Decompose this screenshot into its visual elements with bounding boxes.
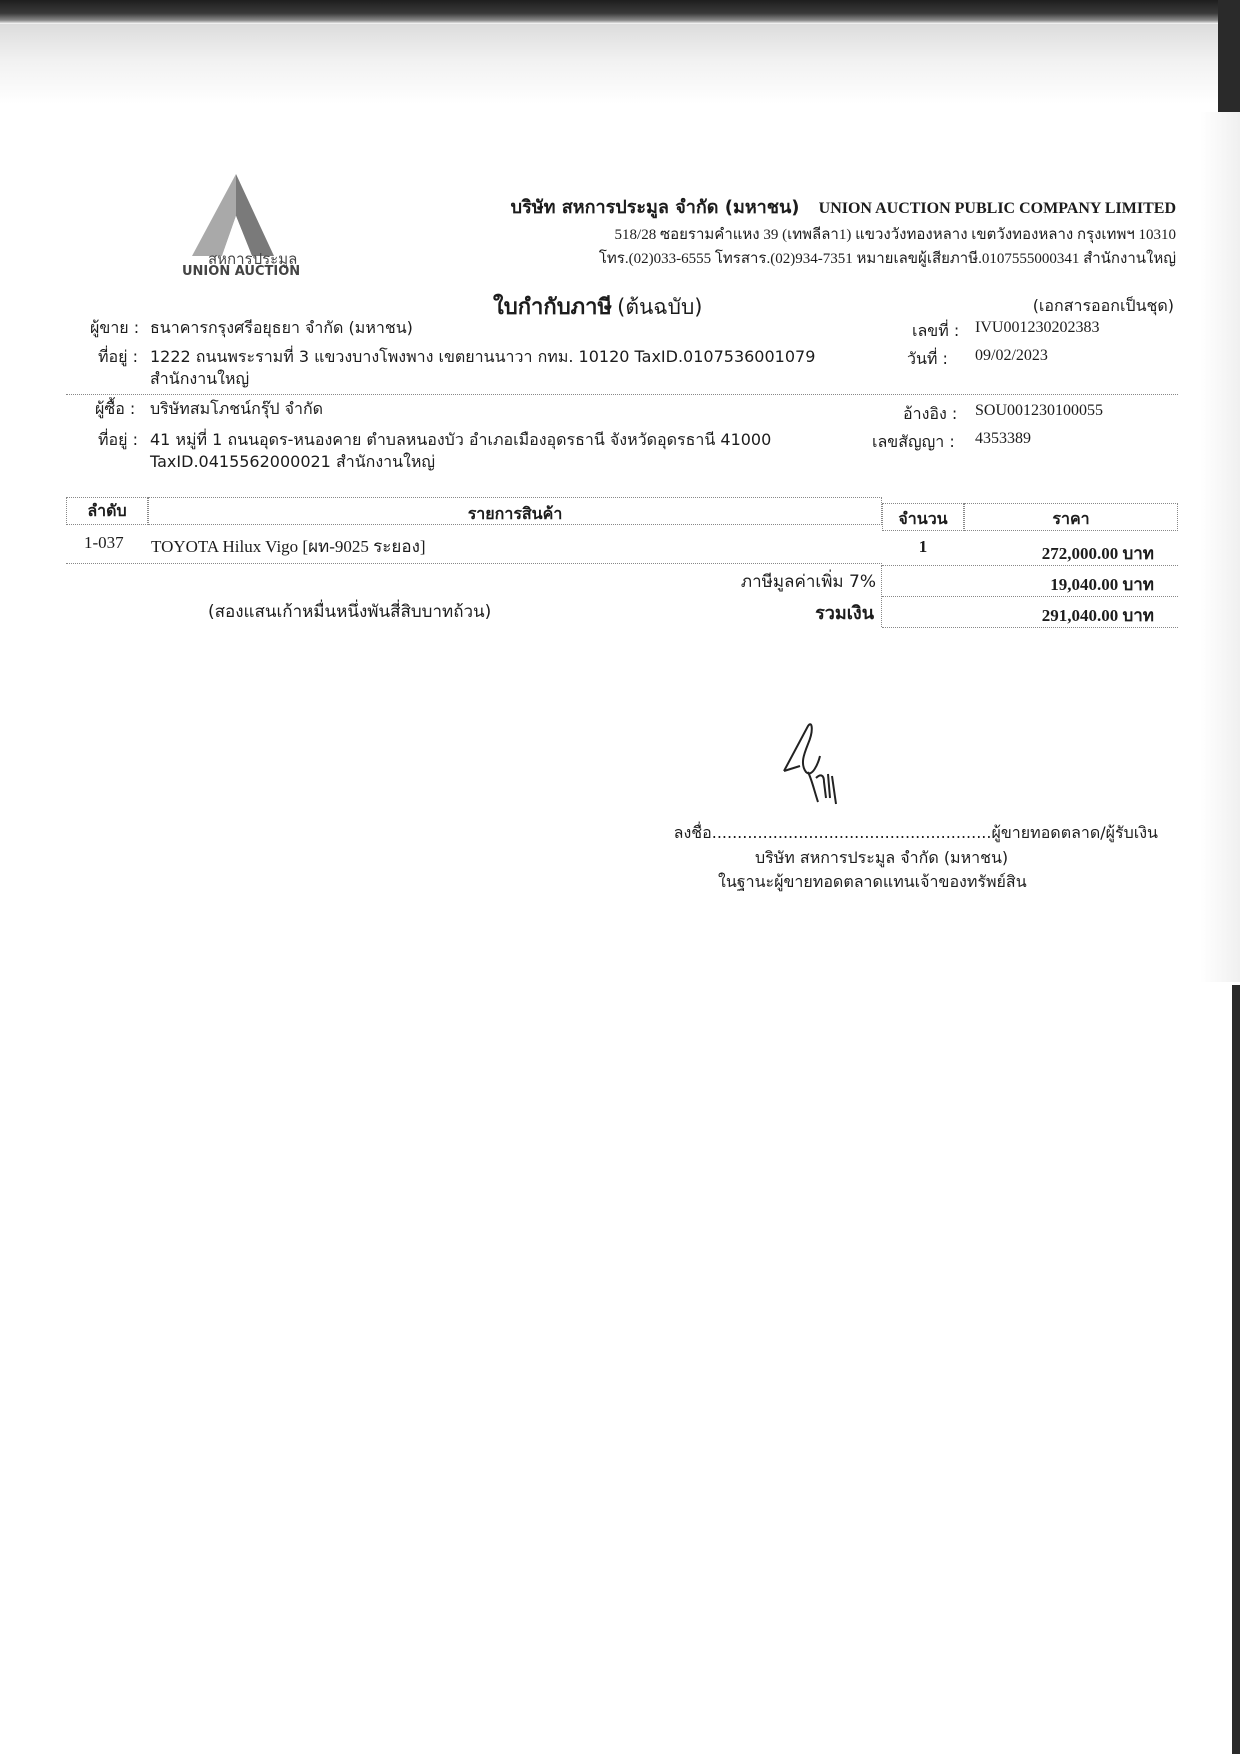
seller-label: ผู้ขาย : — [90, 318, 140, 337]
vat-label: ภาษีมูลค่าเพิ่ม 7% — [740, 572, 876, 592]
column-header-no: ลำดับ — [87, 501, 127, 520]
doc-number-label: เลขที่ : — [912, 321, 960, 340]
seller-address-label: ที่อยู่ : — [98, 347, 139, 366]
total-column-divider — [881, 565, 882, 627]
company-heading — [511, 192, 1176, 221]
price-rule-1 — [882, 565, 1178, 566]
scan-right-shadow — [1200, 112, 1240, 982]
company-address: 518/28 ซอยรามคำแหง 39 (เทพลีลา1) แขวงวังทองหลาง เขตวังทองหลาง กรุงเทพฯ 10310 — [614, 227, 1176, 243]
company-name-english: UNION AUCTION PUBLIC COMPANY LIMITED — [818, 200, 1176, 217]
doc-number-value: IVU001230202383 — [975, 319, 1100, 336]
row-no: 1-037 — [84, 533, 124, 552]
total-label: รวมเงิน — [815, 603, 874, 624]
scan-top-edge — [0, 0, 1240, 24]
scan-top-shadow — [0, 24, 1240, 104]
signature-line: ลงชื่อ.......................................................ผู้ขายทอดตลาด/ผู้รับเงิน — [673, 823, 1158, 842]
price-rule-3 — [882, 627, 1178, 628]
buyer-address-line2: TaxID.0415562000021 สำนักงานใหญ่ — [150, 452, 436, 471]
column-header-price: ราคา — [1052, 509, 1090, 528]
contract-label: เลขสัญญา : — [872, 432, 955, 451]
contract-value: 4353389 — [975, 430, 1031, 447]
doc-date-value: 09/02/2023 — [975, 347, 1048, 364]
company-contact: โทร.(02)033-6555 โทรสาร.(02)934-7351 หมายเลขผู้เสียภาษี.0107555000341 สำนักงานใหญ่ — [598, 251, 1176, 267]
amount-in-words: (สองแสนเก้าหมื่นหนึ่งพันสี่สิบบาทถ้วน) — [208, 602, 492, 622]
seller-buyer-divider — [66, 394, 1178, 395]
buyer-address-line1: 41 หมู่ที่ 1 ถนนอุดร-หนองคาย ตำบลหนองบัว อำเภอเมืองอุดรธานี จังหวัดอุดรธานี 41000 — [150, 430, 772, 449]
document-title — [493, 289, 702, 324]
total-value: 291,040.00 บาท — [1041, 606, 1154, 625]
row-price: 272,000.00 บาท — [1041, 544, 1154, 563]
seller-address-line1: 1222 ถนนพระรามที่ 3 แขวงบางโพงพาง เขตยานนาวา กทม. 10120 TaxID.0107536001079 — [150, 347, 816, 366]
title-text: ใบกำกับภาษี — [493, 295, 613, 320]
company-logo — [178, 170, 308, 282]
row-item: TOYOTA Hilux Vigo [ผท-9025 ระยอง] — [151, 537, 426, 556]
seller-name: ธนาคารกรุงศรีอยุธยา จำกัด (มหาชน) — [150, 318, 413, 337]
logo-text-english: UNION AUCTION — [182, 264, 301, 279]
buyer-name: บริษัทสมโภชน์กรุ๊ป จำกัด — [150, 399, 324, 418]
vat-value: 19,040.00 บาท — [1050, 575, 1154, 594]
title-suffix: (ต้นฉบับ) — [617, 295, 703, 319]
logo-text-thai: สหการประมูล — [208, 250, 298, 268]
buyer-label: ผู้ซื้อ : — [95, 399, 136, 418]
set-note: (เอกสารออกเป็นชุด) — [1032, 296, 1174, 315]
price-rule-2 — [882, 596, 1178, 597]
row-qty: 1 — [918, 537, 928, 556]
row-bottom-rule — [66, 563, 882, 564]
scan-right-edge-top — [1218, 0, 1240, 112]
column-header-qty: จำนวน — [898, 509, 948, 528]
scan-right-edge-bottom — [1232, 985, 1240, 1754]
seller-address-line2: สำนักงานใหญ่ — [150, 369, 250, 388]
reference-label: อ้างอิง : — [903, 404, 958, 423]
buyer-address-label: ที่อยู่ : — [98, 430, 139, 449]
signature-company: บริษัท สหการประมูล จำกัด (มหาชน) — [755, 848, 1009, 867]
signature-capacity: ในฐานะผู้ขายทอดตลาดแทนเจ้าของทรัพย์สิน — [718, 872, 1027, 891]
company-name-thai: บริษัท สหการประมูล จำกัด (มหาชน) — [510, 197, 800, 218]
reference-value: SOU001230100055 — [975, 402, 1104, 419]
handwritten-signature — [778, 716, 858, 816]
doc-date-label: วันที่ : — [907, 349, 948, 368]
column-header-item: รายการสินค้า — [467, 504, 563, 523]
